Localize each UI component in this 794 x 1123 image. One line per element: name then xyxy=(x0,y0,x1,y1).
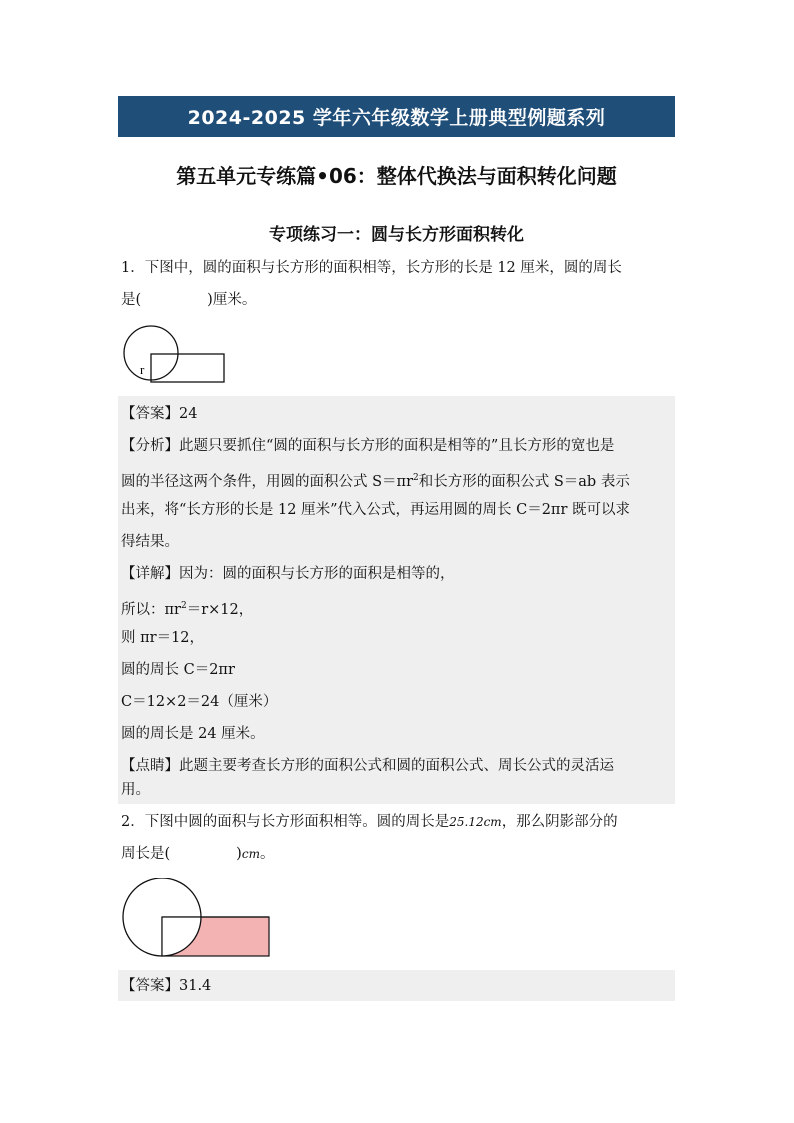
q2-circumference-value: 25.12cm xyxy=(449,815,502,829)
q1-text-prefix: 是( xyxy=(121,292,142,308)
q1-answer: 【答案】24 xyxy=(121,406,198,422)
q1-analysis-line4: 得结果。 xyxy=(121,534,179,550)
q1-text-line1: 1．下图中，圆的面积与长方形的面积相等，长方形的长是 12 厘米，圆的周长 xyxy=(121,260,622,276)
q2-text-suffix: 。 xyxy=(259,846,275,862)
q1-detail-line1: 【详解】因为：圆的面积与长方形的面积是相等的， xyxy=(121,566,455,582)
q1-detail-line2 xyxy=(121,596,675,620)
q1-text-suffix: )厘米。 xyxy=(207,292,257,308)
q2-answer: 【答案】31.4 xyxy=(121,978,212,994)
q1-analysis-line2 xyxy=(121,468,675,492)
q1-analysis-text-a: 圆的半径这两个条件，用圆的面积公式 S＝πr xyxy=(121,473,414,490)
q1-text-line2 xyxy=(121,290,675,310)
q1-analysis-line1: 【分析】此题只要抓住“圆的面积与长方形的面积是相等的”且长方形的宽也是 xyxy=(121,438,615,454)
q1-detail-text-b: ＝r×12， xyxy=(186,601,254,618)
q2-text-a: 2．下图中圆的面积与长方形面积相等。圆的周长是 xyxy=(121,814,450,830)
q1-detail-line3: 则 πr＝12， xyxy=(121,630,205,646)
q2-text-line1 xyxy=(121,812,675,832)
q1-comment-line2: 用。 xyxy=(121,782,150,798)
q1-detail-text-a: 所以：πr xyxy=(121,601,181,618)
q1-detail-line5: C＝12×2＝24（厘米） xyxy=(121,694,278,710)
q1-analysis-text-b: 和长方形的面积公式 S＝ab 表示 xyxy=(418,473,630,490)
q2-unit: cm xyxy=(241,847,260,861)
q1-detail-line4: 圆的周长 C＝2πr xyxy=(121,662,235,678)
page-title: 第五单元专练篇•06：整体代换法与面积转化问题 xyxy=(176,164,617,188)
q2-text-line2: 周长是( )cm。 xyxy=(121,846,275,862)
section-title: 专项练习一：圆与长方形面积转化 xyxy=(269,225,524,245)
q1-detail-line6: 圆的周长是 24 厘米。 xyxy=(121,726,265,742)
q1-analysis-line3: 出来，将“长方形的长是 12 厘米”代入公式，再运用圆的周长 C＝2πr 既可以求 xyxy=(121,502,630,518)
q1-figure xyxy=(120,322,230,384)
series-banner: 2024-2025 学年六年级数学上册典型例题系列 xyxy=(118,96,675,137)
q1-comment-line1: 【点睛】此题主要考查长方形的面积公式和圆的面积公式、周长公式的灵活运 xyxy=(121,758,614,774)
q2-text-b: ，那么阴影部分的 xyxy=(501,814,618,830)
q2-text-prefix: 周长是( xyxy=(121,846,171,862)
q1-analysis-superscript: 2 xyxy=(413,473,419,483)
q2-figure xyxy=(122,878,274,962)
q1-detail-superscript: 2 xyxy=(180,601,187,611)
q1-radius-label: r xyxy=(140,362,145,377)
